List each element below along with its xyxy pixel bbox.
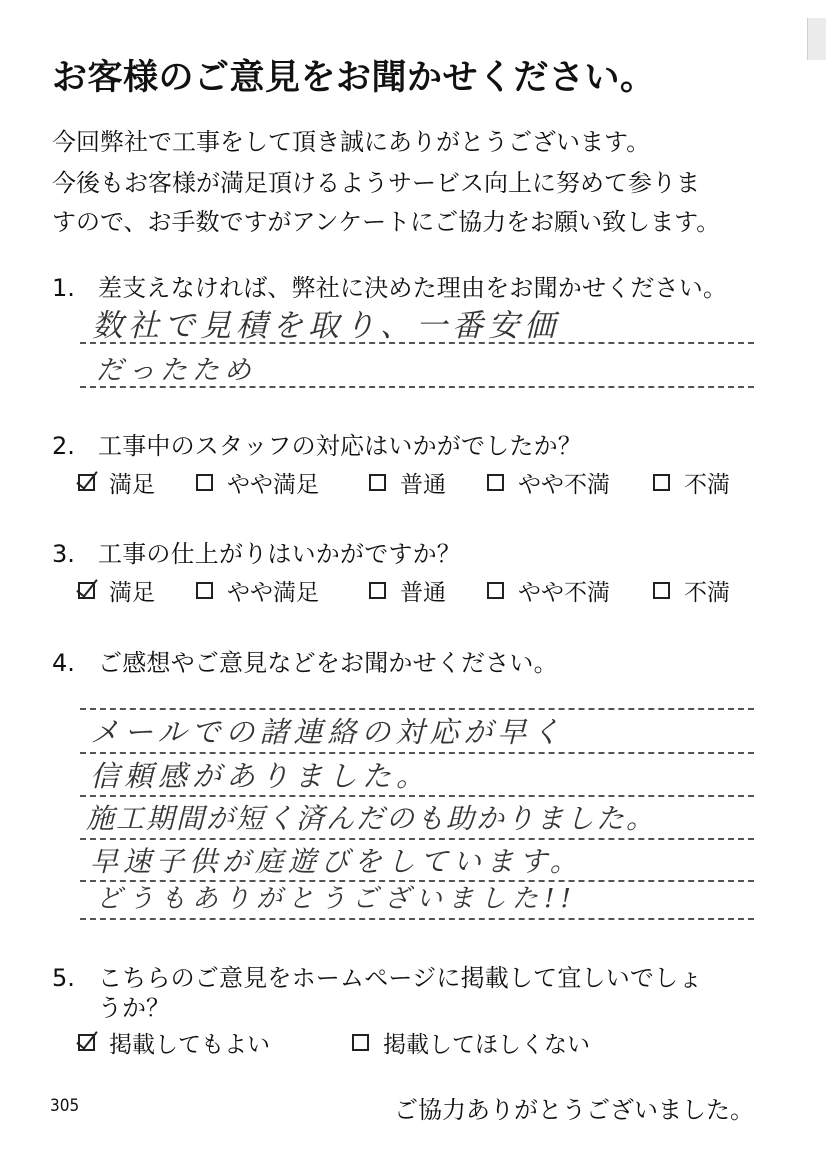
page-edge-tab [807, 18, 826, 60]
checked-checkbox-icon[interactable] [78, 474, 95, 491]
question-5-options [78, 1026, 590, 1059]
page-title: お客様のご意見をお聞かせください。 [52, 58, 656, 98]
q4-answer-line-1: メールでの諸連絡の対応が早く [90, 715, 566, 749]
answer-line-divider [80, 342, 754, 344]
q2-option-satisfied[interactable]: 満足 [78, 466, 196, 499]
checkbox-icon[interactable] [487, 474, 504, 491]
question-1-text: 差支えなければ、弊社に決めた理由をお聞かせください。 [98, 274, 728, 302]
question-4-text: ご感想やご意見などをお聞かせください。 [98, 649, 558, 677]
checkbox-icon[interactable] [653, 474, 670, 491]
question-5-text-line-2: うか？ [98, 994, 170, 1022]
q3-option-satisfied[interactable]: 満足 [78, 574, 196, 607]
question-4-number: 4. [52, 649, 75, 677]
q3-option-dissatisfied[interactable]: 不満 [653, 574, 730, 607]
question-5-text-line-1: こちらのご意見をホームページに掲載して宜しいでしょ [98, 964, 703, 992]
checkbox-icon[interactable] [196, 582, 213, 599]
question-2-text: 工事中のスタッフの対応はいかがでしたか？ [98, 432, 582, 460]
question-3-text: 工事の仕上がりはいかがですか？ [98, 540, 461, 568]
answer-line-divider [80, 386, 754, 388]
q1-answer-line-1: 数社で見積を取り、一番安価 [92, 308, 560, 344]
intro-line-3: すので、お手数ですがアンケートにご協力をお願い致します。 [52, 208, 721, 236]
checkbox-icon[interactable] [196, 474, 213, 491]
checkbox-icon[interactable] [487, 582, 504, 599]
checkbox-icon[interactable] [369, 582, 386, 599]
q3-option-neutral[interactable]: 普通 [369, 574, 487, 607]
q4-answer-line-5: どうもありがとうございました!! [96, 884, 577, 914]
checked-checkbox-icon[interactable] [78, 582, 95, 599]
q3-option-somewhat-dissatisfied[interactable]: やや不満 [487, 574, 653, 607]
question-3-number: 3. [52, 540, 75, 568]
question-3 [52, 534, 461, 569]
question-1-number: 1. [52, 274, 75, 302]
question-2-number: 2. [52, 432, 75, 460]
q2-option-dissatisfied[interactable]: 不満 [653, 466, 730, 499]
q1-answer-line-2: だったため [96, 355, 256, 386]
q2-option-somewhat-satisfied[interactable]: やや満足 [196, 466, 369, 499]
closing-thanks: ご協力ありがとうございました。 [394, 1096, 754, 1124]
checkbox-icon[interactable] [352, 1034, 369, 1051]
page-number: 305 [50, 1096, 80, 1116]
q4-answer-line-4: 早速子供が庭遊びをしています。 [90, 845, 583, 878]
q4-answer-line-3: 施工期間が短く済んだのも助かりました。 [86, 802, 657, 835]
question-2 [52, 426, 582, 461]
question-2-options [78, 466, 730, 499]
q2-option-somewhat-dissatisfied[interactable]: やや不満 [487, 466, 653, 499]
question-4 [52, 643, 558, 678]
question-1 [52, 268, 727, 303]
checked-checkbox-icon[interactable] [78, 1034, 95, 1051]
intro-line-1: 今回弊社で工事をして頂き誠にありがとうございます。 [52, 128, 651, 156]
q2-option-neutral[interactable]: 普通 [369, 466, 487, 499]
checkbox-icon[interactable] [653, 582, 670, 599]
q3-option-somewhat-satisfied[interactable]: やや満足 [196, 574, 369, 607]
q4-answer-line-2: 信頼感がありました。 [90, 759, 431, 793]
question-5-number: 5. [52, 964, 75, 992]
checkbox-icon[interactable] [369, 474, 386, 491]
answer-line-divider [80, 918, 754, 920]
question-3-options [78, 574, 730, 607]
intro-line-2: 今後もお客様が満足頂けるようサービス向上に努めて参りま [52, 169, 700, 197]
q5-option-do-not-publish[interactable]: 掲載してほしくない [352, 1026, 590, 1059]
q5-option-ok-to-publish[interactable]: 掲載してもよい [78, 1026, 352, 1059]
